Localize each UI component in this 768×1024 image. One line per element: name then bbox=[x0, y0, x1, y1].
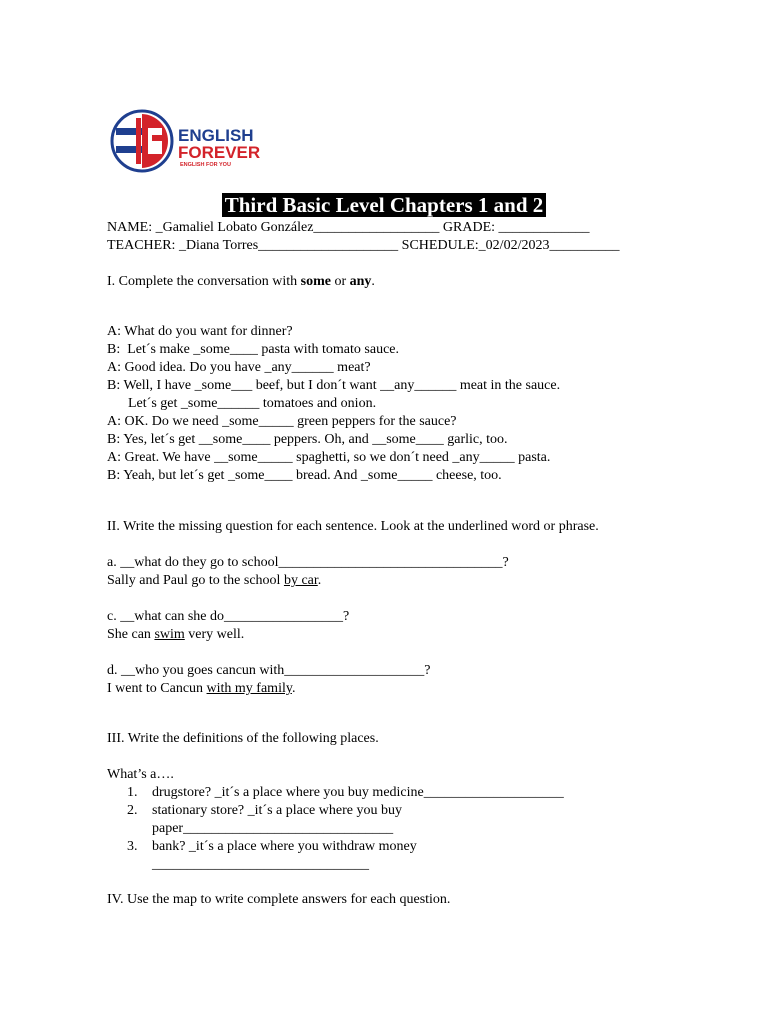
section2-instruction: II. Write the missing question for each sentence. Look at the underlined word or phrase. bbox=[107, 519, 599, 534]
conversation-line: B: Well, I have _some___ beef, but I don´t want __any______ meat in the sauce. bbox=[107, 378, 561, 393]
conversation-line: B: Let´s make _some____ pasta with tomato sauce. bbox=[107, 342, 399, 357]
section4-instruction: IV. Use the map to write complete answers for each question. bbox=[107, 892, 451, 907]
name-grade-line: NAME: _Gamaliel Lobato González__________________ GRADE: _____________ bbox=[107, 220, 590, 235]
conversation-line: A: What do you want for dinner? bbox=[107, 324, 293, 339]
answer-text: She can bbox=[107, 627, 155, 642]
conversation-line: A: OK. Do we need _some_____ green peppers for the sauce? bbox=[107, 414, 457, 429]
answer-line-d bbox=[107, 680, 295, 697]
underlined-phrase: by car bbox=[283, 573, 318, 588]
section1-instruction-or: or bbox=[330, 274, 350, 289]
answer-line-c bbox=[107, 626, 244, 643]
section1-instruction-end: . bbox=[371, 274, 375, 289]
list-number: 3. bbox=[127, 839, 138, 854]
page-title: Third Basic Level Chapters 1 and 2 bbox=[222, 193, 547, 217]
answer-text: I went to Cancun bbox=[107, 681, 207, 696]
logo-tagline: ENGLISH FOR YOU bbox=[180, 162, 231, 168]
conversation-line: A: Good idea. Do you have _any______ meat? bbox=[107, 360, 371, 375]
keyword-some: some bbox=[300, 274, 331, 289]
list-number: 2. bbox=[127, 803, 138, 818]
section3-lead: What’s a…. bbox=[107, 767, 174, 782]
definition-item: stationary store? _it´s a place where you buy bbox=[152, 803, 402, 818]
definition-item: drugstore? _it´s a place where you buy medicine____________________ bbox=[152, 785, 564, 800]
underlined-phrase: with my family bbox=[206, 681, 292, 696]
list-number: 1. bbox=[127, 785, 138, 800]
underlined-phrase: swim bbox=[154, 627, 185, 642]
answer-text-end: very well. bbox=[184, 627, 245, 642]
answer-text: Sally and Paul go to the school bbox=[107, 573, 284, 588]
teacher-schedule-line: TEACHER: _Diana Torres____________________ SCHEDULE:_02/02/2023__________ bbox=[107, 238, 620, 253]
conversation-line: B: Yes, let´s get __some____ peppers. Oh, and __some____ garlic, too. bbox=[107, 432, 508, 447]
answer-line-a bbox=[107, 572, 321, 589]
logo-line2: FOREVER bbox=[178, 143, 261, 162]
conversation-line: B: Yeah, but let´s get _some____ bread. And _some_____ cheese, too. bbox=[107, 468, 502, 483]
english-forever-logo bbox=[110, 108, 270, 174]
answer-text-end: . bbox=[291, 681, 296, 696]
definition-item-continued: _______________________________ bbox=[152, 857, 369, 872]
question-line-c: c. __what can she do_________________? bbox=[107, 609, 350, 624]
question-line-a: a. __what do they go to school________________________________? bbox=[107, 555, 509, 570]
logo-line1: ENGLISH bbox=[178, 126, 254, 145]
keyword-any: any bbox=[349, 274, 372, 289]
title-wrapper bbox=[0, 193, 768, 217]
definition-item-continued: paper______________________________ bbox=[152, 821, 394, 836]
definition-item: bank? _it´s a place where you withdraw money bbox=[152, 839, 417, 854]
section3-instruction: III. Write the definitions of the following places. bbox=[107, 731, 379, 746]
conversation-line: A: Great. We have __some_____ spaghetti, so we don´t need _any_____ pasta. bbox=[107, 450, 551, 465]
answer-text-end: . bbox=[317, 573, 322, 588]
conversation-line: Let´s get _some______ tomatoes and onion. bbox=[107, 396, 377, 411]
section1-instruction bbox=[107, 273, 375, 290]
question-line-d: d. __who you goes cancun with____________________? bbox=[107, 663, 431, 678]
section1-instruction-pre: I. Complete the conversation with bbox=[107, 274, 301, 289]
